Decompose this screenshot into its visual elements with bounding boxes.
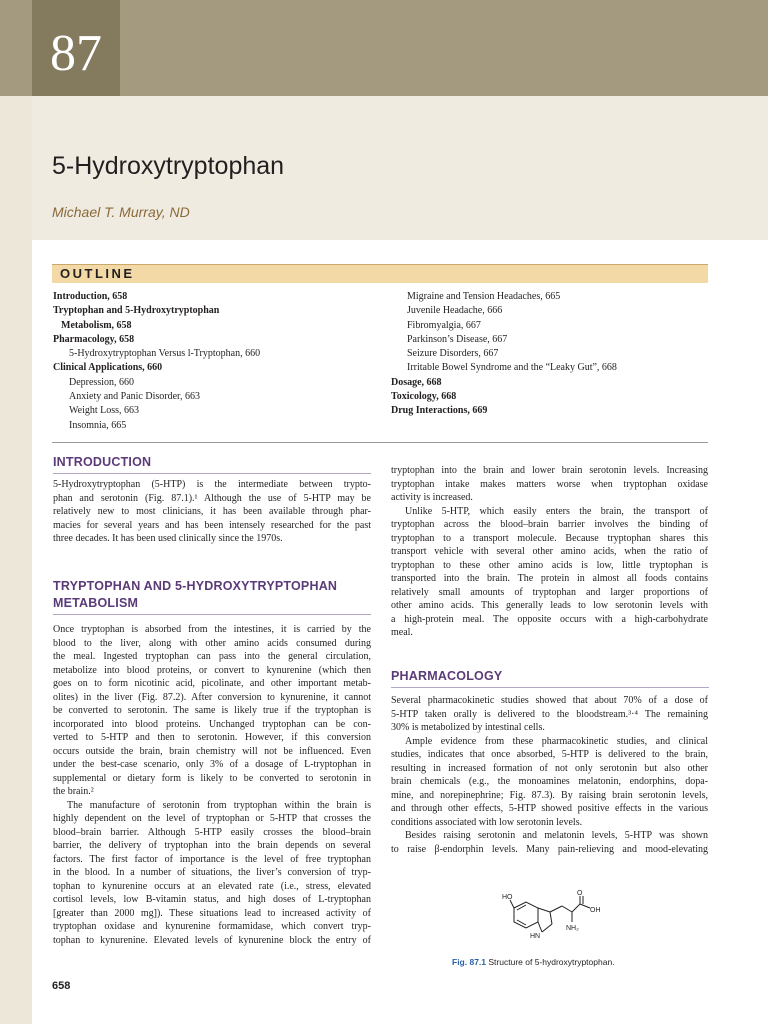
text-line: to raise β-endorphin levels. Many pain-relieving and mood-elevating <box>391 843 708 855</box>
section-heading-text: METABOLISM <box>53 596 139 610</box>
text-line: Besides raising serotonin and melatonin levels, 5-HTP was shown <box>405 830 708 841</box>
section-heading-text: INTRODUCTION <box>53 455 152 469</box>
text-line: macies for several years and has been intensely researched for the past <box>53 519 371 531</box>
pharmacology-paragraphs <box>391 694 708 856</box>
chapter-title: 5-Hydroxytryptophan <box>52 152 285 180</box>
text-line: highly dependent on the level of tryptophan or 5-HTP that crosses the <box>53 813 371 824</box>
text-line: barrier, the delivery of tryptophan into the brain depends on several <box>53 840 371 851</box>
text-line: activity is increased. <box>391 492 473 503</box>
outline-entry: Anxiety and Panic Disorder, 663 <box>69 391 200 403</box>
text-line: meal. <box>391 627 413 638</box>
text-line: goes on to form nicotinic acid, picolinate, and other important metab- <box>53 678 371 689</box>
chapter-number: 87 <box>50 25 102 82</box>
author-name: Michael T. Murray, ND <box>52 204 190 220</box>
section-heading-text: PHARMACOLOGY <box>391 669 503 683</box>
text-line: blood–brain barrier. Although 5-HTP easily crosses the blood–brain <box>53 826 371 838</box>
outline-header-bar <box>52 264 708 283</box>
text-line: tryptophan to these other amino acids is low, little tryptophan is <box>391 559 708 571</box>
text-line: The manufacture of serotonin from tryptophan within the brain is <box>67 799 371 811</box>
outline-entry: Clinical Applications, 660 <box>53 362 163 374</box>
atom-label-ho: HO <box>502 894 513 901</box>
text-line: mine, and norepinephrine; Fig. 87.3). By raising brain serotonin levels, <box>391 789 708 801</box>
outline-entry: Metabolism, 658 <box>61 319 132 331</box>
text-line: under the best-case scenario, only 3% of a dosage of L-tryptophan in <box>53 759 371 770</box>
outline-entry: Irritable Bowel Syndrome and the “Leaky Gut”, 668 <box>407 362 617 374</box>
text-line: tryptophan oxidase and kynurenine formamidase, which convert tryp- <box>53 921 371 932</box>
outline-entry: Seizure Disorders, 667 <box>407 348 499 360</box>
text-line: conditions associated with low serotonin levels. <box>391 816 583 828</box>
text-line: Unlike 5-HTP, which easily enters the brain, the transport of <box>405 505 708 517</box>
text-line: blood to the liver, along with other amino acids consumed during <box>53 637 371 649</box>
text-line: incorporated into blood proteins. Unchanged tryptophan can be con- <box>53 718 371 730</box>
text-line: transport vehicle with several other amino acids, when the ratio of <box>391 546 708 557</box>
outline-entry: Toxicology, 668 <box>391 391 457 403</box>
outline-entry: Pharmacology, 658 <box>53 333 135 345</box>
outline-entry: Depression, 660 <box>69 376 134 388</box>
text-line: tryptophan to a transport molecule. Because tryptophan shares this <box>391 532 708 544</box>
text-line: occurs outside the brain, brain chemistry will not be influenced. Even <box>53 745 371 757</box>
outline-entry: Weight Loss, 663 <box>69 405 140 417</box>
outline-divider <box>52 442 708 443</box>
figure-caption <box>452 957 615 967</box>
text-line: phan and serotonin (Fig. 87.1).¹ Although the use of 5-HTP may be <box>53 492 371 504</box>
figure-caption-text: Structure of 5-hydroxytryptophan. <box>488 957 615 967</box>
text-line: brain chemicals (e.g., the monoamines melatonin, endorphins, dopa- <box>391 776 708 787</box>
text-line: olites) in the liver (Fig. 87.2). After conversion to kynurenine, it cannot <box>53 691 371 703</box>
text-line: tryptophan intake makes matters worse when tryptophan oxidase <box>391 478 708 490</box>
text-line: Several pharmacokinetic studies showed that about 70% of a dose of <box>391 695 708 706</box>
text-line: and through other effects, 5-HTP showed positive effects in the various <box>391 803 708 814</box>
outline-entry: Fibromyalgia, 667 <box>407 319 481 331</box>
text-line: 5-HTP taken orally is delivered to the bloodstream.³·⁴ The remaining <box>391 708 708 720</box>
left-margin-strip <box>0 96 32 1024</box>
text-line: a high-protein meal. The opposite occurs with a high-carbohydrate <box>391 613 708 625</box>
text-line: be converted to serotonin. The same is likely true if the tryptophan is <box>53 705 371 716</box>
outline-entry: Tryptophan and 5-Hydroxytryptophan <box>53 305 220 317</box>
section-heading-metabolism <box>53 578 371 615</box>
text-line: tophan to kynurenine. Elevated levels of kynurenine block the entry of <box>53 934 371 946</box>
outline-heading: OUTLINE <box>60 266 135 281</box>
text-line: [greater than 2000 mg]). These situations lead to increased activity of <box>53 907 371 919</box>
text-line: Once tryptophan is absorbed from the intestines, it is carried by the <box>53 624 371 635</box>
atom-label-o: O <box>577 890 583 897</box>
figure-5-htp-structure <box>500 890 660 950</box>
text-line: other amino acids. This generally leads to low serotonin levels with <box>391 600 708 611</box>
right-column-paragraphs <box>391 464 708 640</box>
text-line: tophan to kynurenine occurs at an elevated rate (i.e., stress, elevated <box>53 880 371 892</box>
atom-label-oh: OH <box>590 907 601 914</box>
text-line: supplemental or dietary form is likely to be converted to serotonin in <box>53 772 371 784</box>
outline-entry: Juvenile Headache, 666 <box>407 305 503 317</box>
text-line: tryptophan across the blood–brain barrier involves the binding of <box>391 519 708 530</box>
section-heading-introduction <box>53 454 371 474</box>
atom-label-nh2: NH₂ <box>566 925 579 932</box>
text-line: relatively small amounts of tryptophan and larger proportions of <box>391 586 708 598</box>
outline-entry: Drug Interactions, 669 <box>391 405 488 417</box>
text-line: cortisol levels, low B-vitamin status, and high doses of L-tryptophan <box>53 894 371 905</box>
section-heading-text: TRYPTOPHAN AND 5-HYDROXYTRYPTOPHAN <box>53 579 338 593</box>
outline-right-column <box>391 290 617 419</box>
outline-entry: Dosage, 668 <box>391 376 442 388</box>
text-line: relatively new to most clinicians, it has been available through phar- <box>53 506 371 517</box>
text-line: Ample evidence from these pharmacokinetic studies, and clinical <box>405 735 708 747</box>
metabolism-paragraphs <box>53 623 371 947</box>
section-heading-pharmacology <box>391 668 709 688</box>
atom-label-hn: HN <box>530 933 541 940</box>
text-line: resulting in increased formation of not only serotonin but also other <box>391 762 708 774</box>
text-line: metabolize into blood proteins, or convert to kynurenine (which then <box>53 664 371 676</box>
text-line: transported into the brain. The protein in almost all foods contains <box>391 573 708 584</box>
text-line: tryptophan into the brain and lower brain serotonin levels. Increasing <box>391 465 708 476</box>
outline-entry: Introduction, 658 <box>53 291 128 302</box>
text-line: the brain.² <box>53 786 94 797</box>
text-line: three decades. It has been used clinically since the 1970s. <box>53 533 283 544</box>
text-line: 30% is metabolized by intestinal cells. <box>391 722 545 733</box>
text-line: studies, indicates that once absorbed, 5-HTP is delivered to the brain, <box>391 749 708 760</box>
text-line: 5-Hydroxytryptophan (5-HTP) is the intermediate between trypto- <box>53 479 371 490</box>
text-line: factors. The first factor of importance is the level of free tryptophan <box>53 853 371 865</box>
outline-left-column <box>53 290 260 433</box>
text-line: in the blood. In a number of situations, the liver’s conversion of tryp- <box>53 867 371 878</box>
outline-entry: Insomnia, 665 <box>69 419 127 431</box>
figure-label: Fig. 87.1 <box>452 957 487 967</box>
outline-entry: Migraine and Tension Headaches, 665 <box>407 291 561 302</box>
chapter-number-box <box>32 0 120 96</box>
page-number: 658 <box>52 980 71 992</box>
text-line: the meal. Ingested tryptophan can pass into the general circulation, <box>53 651 371 662</box>
text-line: verted to 5-HTP and then to serotonin. However, if this conversion <box>53 732 371 743</box>
introduction-paragraph <box>53 478 371 546</box>
outline-entry: 5-Hydroxytryptophan Versus l-Tryptophan, 660 <box>69 348 261 360</box>
outline-entry: Parkinson’s Disease, 667 <box>407 333 508 345</box>
